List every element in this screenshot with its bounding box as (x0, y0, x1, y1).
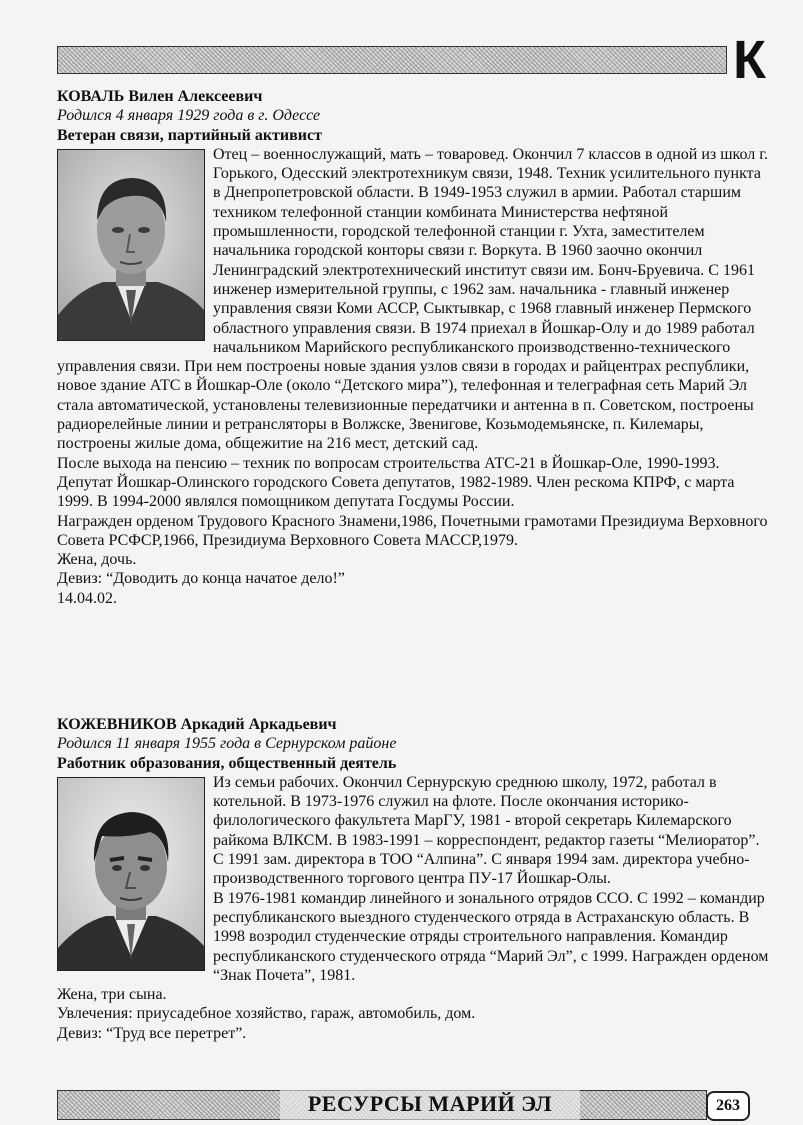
person-name: КОЖЕВНИКОВ Аркадий Аркадьевич (57, 716, 337, 733)
hobbies: Увлечения: приусадебное хозяйство, гараж, автомобиль, дом. (57, 1005, 476, 1023)
biography-paragraph: После выхода на пенсию – техник по вопросам строительства АТС-21 в Йошкар-Оле, 1990-1993. (57, 454, 720, 472)
portrait-photo (57, 777, 205, 971)
biography-paragraph: Награжден орденом Трудового Красного Знамени,1986, Почетными грамотами Президиума Верховного Совета РСФСР,1966, Президиума Верховного Совета МАССР,1979. (57, 512, 768, 549)
biography-paragraph: Отец – военнослужащий, мать – товаровед. Окончил 7 классов в одной из школ г. Горького, Одесский электротехникум связи, 1948. Техник усилительного пункта в Днепропетровской области. В 1949-1953 служил в армии. Работал старшим техником телефонной станции комбината Министерства нефтяной промышленности, городской телефонной станции г. Ухта, заместителем начальника городской конторы связи г. Воркута. В 1960 заочно окончил Ленинградский электротехнический институт связи им. Бонч-Бруевича. С 1961 инженер измерительной группы, с 1962 зам. начальника - главный инженер управления связи Коми АССР, Сыктывкар, с 1968 главный инженер Пермского областного управления связи. В 1974 приехал в Йошкар-Олу и до 1989 работал начальником Марийского республиканского производственно-технического управления связи. При нем построены новые здания узлов связи в городах и райцентрах республики, новое здание АТС в Йошкар-Оле (около “Детского мира”), телефонная и телеграфная сеть Марий Эл стала автоматической, установлены телевизионные передатчики и антенна в п. Советском, построены радиорелейные линии и ретрансляторы в Волжске, Звенигове, Козьмодемьянске, п. Килемары, построены жилые дома, общежитие на 216 мест, детский сад. (57, 145, 769, 453)
biography-paragraph: В 1976-1981 командир линейного и зонального отрядов ССО. С 1992 – командир республиканского выездного студенческого отряда в Астраханскую область. В 1998 возродил студенческие отряды строительного направления. Командир республиканского студенческого отряда “Марий Эл”, с 1999. Награжден орденом “Знак Почета”, 1981. (213, 889, 769, 984)
person-role: Ветеран связи, партийный активист (57, 126, 322, 144)
biography-paragraph: Из семьи рабочих. Окончил Сернурскую среднюю школу, 1972, работал в котельной. В 1973-1976 служил на флоте. После окончания историко-филологического факультета МарГУ, 1981 - второй секретарь Килемарского райкома ВЛКСМ. В 1983-1991 – корреспондент, редактор газеты “Мелиоратор”. С 1991 зам. директора в ТОО “Алпина”. С января 1994 зам. директора учебно-производственного торгового центра ПУ-17 Йошкар-Олы. (213, 773, 760, 888)
person-name: КОВАЛЬ Вилен Алексеевич (57, 88, 263, 105)
portrait-photo (57, 149, 205, 341)
section-letter: К (733, 30, 766, 90)
biography-entry (57, 87, 769, 608)
biography-entry (57, 715, 769, 1043)
person-role: Работник образования, общественный деятель (57, 754, 397, 772)
family-info: Жена, три сына. (57, 986, 167, 1004)
birth-info: Родился 4 января 1929 года в г. Одессе (57, 107, 321, 125)
motto: Девиз: “Доводить до конца начатое дело!” (57, 570, 345, 588)
footer-title: РЕСУРСЫ МАРИЙ ЭЛ (280, 1088, 580, 1120)
family-info: Жена, дочь. (57, 551, 137, 569)
header-decorative-band (57, 46, 727, 74)
birth-info: Родился 11 января 1955 года в Сернурском районе (57, 735, 397, 753)
biography-paragraph: Депутат Йошкар-Олинского городского Совета депутатов, 1982-1989. Член рескома КПРФ, с марта 1999. В 1994-2000 являлся помощником депутата Госдумы России. (57, 473, 735, 511)
motto: Девиз: “Труд все перетрет”. (57, 1024, 247, 1042)
page-number: 263 (706, 1091, 750, 1121)
entry-date: 14.04.02. (57, 589, 117, 607)
